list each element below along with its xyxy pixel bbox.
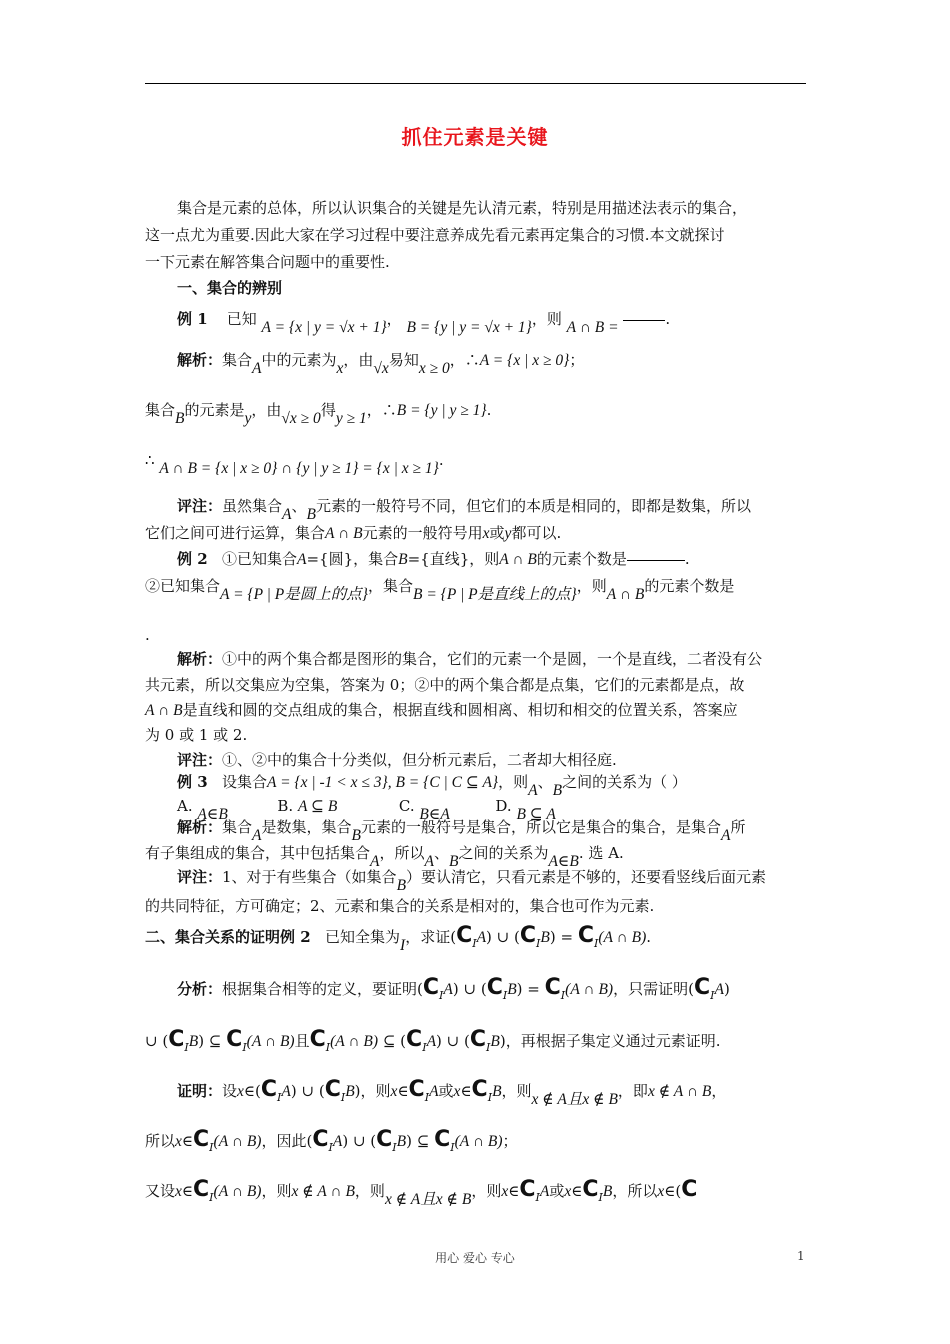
text: 它们之间可进行运算，集合 (145, 524, 326, 542)
text: ，再根据子集定义通过元素证明. (505, 1032, 721, 1050)
text: ，则 (498, 773, 529, 791)
text: ，因此 (261, 1132, 307, 1150)
text: 是数集，集合 (261, 818, 352, 836)
text: 元素的一般符号是集合，所以它是集合的集合，是集合 (360, 818, 721, 836)
math: x (482, 525, 490, 542)
solution-3-line-2 (145, 843, 624, 870)
text: ， (386, 310, 402, 328)
text: ，由 (251, 401, 282, 419)
complement-symbol: C (193, 1127, 210, 1152)
text: 所以 (145, 1132, 176, 1150)
text: ，∴ (449, 351, 480, 369)
example-3 (177, 772, 687, 799)
text: 或 (489, 524, 505, 542)
proof-line-3: 又设$x\in C_I(A$ ∩ B)，则x ∉ A ∩ B，则x ∉ A且x ∉ B，则$x\in C_IA$或$x\in C_IB$，所以x∈(C (145, 1177, 698, 1208)
math: y ≥ 1 (335, 410, 367, 427)
text: 集合 (145, 401, 176, 419)
text: 得 (320, 401, 336, 419)
text: 、 (291, 497, 307, 515)
text: ，则 (261, 1182, 292, 1200)
math: B (552, 782, 563, 799)
text: ①已知集合 (221, 550, 297, 568)
math: A (721, 827, 731, 844)
math: A ⊆ B (297, 798, 338, 815)
math: x ∉ A ∩ B (647, 1083, 712, 1100)
math: I (400, 937, 406, 954)
comment-3-line-1 (177, 867, 767, 894)
solution-1-line-2 (145, 400, 492, 427)
complement-symbol: C (226, 1027, 243, 1052)
header-rule (145, 83, 806, 84)
math-set-b: B = {y | y = √x + 1} (406, 319, 532, 336)
text: 中的元素为 (261, 351, 337, 369)
math: A∈B (548, 853, 579, 870)
text: 的元素个数是 (644, 577, 735, 595)
math: A = {P | P是圆上的点} (220, 586, 368, 603)
intro-line-2: 这一点尤为重要.因此大家在学习过程中要注意养成先看元素再定集合的习惯.本文就探讨 (145, 226, 725, 244)
text: 或 (438, 1082, 454, 1100)
math: A ∩ B (606, 586, 645, 603)
text: 集合 (222, 351, 253, 369)
text: ，∴ (366, 401, 397, 419)
math: A (297, 551, 307, 568)
text: . (438, 451, 444, 469)
example-label: 例 3 (177, 773, 208, 791)
section-heading: 二、集合关系的证明 (145, 928, 281, 946)
text: 1、对于有些集合（如集合 (222, 868, 397, 886)
analysis-line-2: ∪ $(C_IB)$ ⊆ $C_I(A$ ∩ B)且$C_I(A$ ∩ B) ⊆ $(C_IA)$ ∪ $(C_IB)$，再根据子集定义通过元素证明. (145, 1027, 721, 1054)
math: A ∩ B (499, 551, 537, 568)
text: 或 (549, 1182, 565, 1200)
math: A = {x | -1 < x ≤ 3}, B = {C | C ⊆ A} (267, 774, 499, 791)
complement-symbol: C (519, 923, 537, 948)
section-heading-2: 二、集合关系的证明例 2 已知全集为I，求证$(C_IA)$ ∪ $(C_IB) = C_I(A$ ∩ B). (145, 923, 652, 954)
comment-3-line-2: 的共同特征，方可确定；2、元素和集合的关系是相对的，集合也可作为元素. (145, 897, 655, 915)
math: B (306, 506, 316, 523)
complement-symbol: C (376, 1127, 393, 1152)
text: . (665, 310, 671, 328)
text: 之间的关系为 (458, 844, 549, 862)
comment-label: 评注： (177, 868, 223, 886)
text: ，只需证明 (613, 980, 689, 998)
solution-label: 解析： (177, 818, 223, 836)
math: A (252, 360, 262, 377)
text: ）要认清它，只看元素是不够的，还要看竖线后面元素 (406, 868, 767, 886)
math: x ∉ A ∩ B (291, 1183, 355, 1200)
text: ={圆}，集合 (306, 550, 399, 568)
complement-symbol: C (471, 1077, 488, 1102)
example-1 (177, 309, 671, 336)
text: 根据集合相等的定义，要证明 (222, 980, 418, 998)
text: . 选 A. (578, 844, 624, 862)
text: 的元素个数是 (536, 550, 627, 568)
text: ，则 (531, 310, 562, 328)
example-3-options (177, 796, 556, 823)
math: B∈A (419, 806, 450, 823)
text: ①中的两个集合都是图形的集合，它们的元素一个是圆，一个是直线，二者没有公 (222, 650, 763, 668)
text: . (145, 626, 150, 644)
math: A ∩ B (145, 702, 183, 719)
solution-2-line-2: 共元素，所以交集应为空集，答案为 0；②中的两个集合都是点集，它们的元素都是点，故 (145, 676, 745, 694)
text: 都可以. (511, 524, 562, 542)
intro-line-3: 一下元素在解答集合问题中的重要性. (145, 253, 390, 271)
solution-3-line-1 (177, 817, 746, 844)
answer-blank (623, 320, 665, 321)
text: ，则 (576, 577, 607, 595)
text: . (486, 401, 492, 419)
example-2-line-2 (145, 576, 735, 603)
comment-label: 评注： (177, 751, 223, 769)
subscript: I (472, 937, 477, 950)
math: y (244, 410, 252, 427)
option-b (277, 797, 337, 815)
text: ，则 (501, 1082, 532, 1100)
math: B ⊆ A (516, 806, 556, 823)
text: 虽然集合 (222, 497, 283, 515)
complement-symbol: C (456, 923, 473, 948)
text: 又设 (145, 1182, 176, 1200)
math: A = {x | x ≥ 0} (479, 352, 570, 369)
complement-symbol: C (406, 1027, 423, 1052)
text: ，即 (617, 1082, 648, 1100)
text: 的元素是 (184, 401, 245, 419)
complement-symbol: C (544, 975, 561, 1000)
text: ，由 (343, 351, 374, 369)
complement-symbol: C (582, 1177, 599, 1202)
comment-1-line-1 (177, 496, 751, 523)
math: A (252, 827, 262, 844)
text: 之间的关系为（ ） (562, 773, 687, 791)
example-label: 例 2 (280, 928, 311, 946)
complement-symbol: C (681, 1177, 698, 1202)
solution-2-line-3 (145, 700, 738, 721)
complement-symbol: C (577, 923, 594, 948)
text: 、 (433, 844, 449, 862)
text: ； (569, 351, 585, 369)
text: 已知全集为 (325, 928, 401, 946)
option-letter: C. (398, 797, 415, 815)
math: √x ≥ 0 (281, 410, 321, 427)
math: x (336, 360, 344, 377)
solution-label: 解析： (177, 351, 223, 369)
subscript: I (536, 937, 541, 950)
text: ，则 (354, 1182, 385, 1200)
page-title: 抓住元素是关键 (401, 125, 549, 149)
solution-1-line-3 (145, 450, 444, 477)
analysis-label: 分析： (177, 980, 223, 998)
comment-1-line-2 (145, 523, 561, 544)
text: 所 (730, 818, 746, 836)
math-intersection: A ∩ B = (566, 319, 619, 336)
complement-symbol: C (408, 1077, 425, 1102)
option-a (177, 797, 228, 823)
math: y (504, 525, 512, 542)
complement-symbol: C (193, 1177, 210, 1202)
example-2-line-1 (177, 549, 690, 570)
math: B (175, 410, 185, 427)
subscript: I (593, 937, 599, 950)
page-footer: 用心 爱心 专心 (435, 1251, 515, 1265)
math-set-a: A = {x | y = √x + 1} (261, 319, 387, 336)
complement-symbol: C (486, 975, 503, 1000)
section-heading-1: 一、集合的辨别 (177, 279, 283, 297)
option-letter: A. (177, 797, 193, 815)
math: A ∩ B (325, 525, 363, 542)
math: A∈B (197, 806, 228, 823)
math: B (351, 827, 361, 844)
math: A (282, 506, 292, 523)
text: 易知 (388, 351, 419, 369)
math: B (398, 551, 408, 568)
complement-symbol: C (312, 1127, 329, 1152)
complement-symbol: C (434, 1127, 451, 1152)
option-d (495, 797, 556, 823)
solution-label: 解析： (177, 650, 223, 668)
text: 、 (537, 773, 553, 791)
answer-blank (627, 560, 685, 561)
example-2-line-3 (145, 625, 150, 645)
analysis-line-1: 分析：根据集合相等的定义，要证明$(C_IA)$ ∪ $(C_IB) = C_I(A$ ∩ B)，只需证明$(C_IA)$ (177, 975, 730, 1002)
solution-2-line-1 (177, 649, 762, 669)
comment-label: 评注： (177, 497, 223, 515)
text: . (684, 550, 690, 568)
math: B (448, 853, 459, 870)
text: ，则 (471, 1182, 502, 1200)
proof-line-2: 所以$x\in C_I(A$ ∩ B)，因此$(C_IA)$ ∪ $(C_IB)$ ⊆ $C_I(A$ ∩ B)； (145, 1127, 518, 1154)
complement-symbol: C (693, 975, 711, 1000)
text: ； (502, 1132, 518, 1150)
math: A (370, 853, 380, 870)
text: 且 (294, 1032, 310, 1050)
option-c (398, 797, 450, 823)
option-letter: D. (495, 797, 512, 815)
proof-label: 证明： (177, 1082, 223, 1100)
solution-2-line-4: 为 0 或 1 或 2. (145, 726, 248, 744)
complement-symbol: C (168, 1027, 185, 1052)
complement-symbol: C (260, 1077, 278, 1102)
text: ∴ (145, 451, 155, 469)
text: 有子集组成的集合，其中包括集合 (145, 844, 371, 862)
math: x ∉ A且x ∉ B (384, 1191, 472, 1208)
math: B = {y | y ≥ 1} (396, 402, 487, 419)
math: B = {P | P是直线上的点} (413, 586, 577, 603)
text: 设集合 (221, 773, 267, 791)
intro-line-1: 集合是元素的总体，所以认识集合的关键是先认清元素，特别是用描述法表示的集合， (177, 199, 748, 217)
math: B (396, 877, 407, 894)
comment-2 (177, 750, 617, 770)
complement-symbol: C (324, 1077, 341, 1102)
text: 已知 (226, 310, 257, 328)
text: ，求证 (405, 928, 451, 946)
math: x ∉ A且x ∉ B (531, 1091, 618, 1108)
math: A (528, 782, 538, 799)
example-label: 例 2 (177, 550, 208, 568)
complement-symbol: C (469, 1027, 486, 1052)
text: ，集合 (367, 577, 413, 595)
example-label: 例 1 (177, 310, 208, 328)
text: ，则 (360, 1082, 391, 1100)
option-letter: B. (277, 797, 294, 815)
solution-1-line-1 (177, 350, 585, 377)
text: ={直线}，则 (407, 550, 500, 568)
text: ，所以 (379, 844, 425, 862)
page-number: 1 (797, 1249, 805, 1263)
text: 集合 (222, 818, 253, 836)
complement-symbol: C (309, 1027, 326, 1052)
text: 元素的一般符号用 (362, 524, 483, 542)
complement-symbol: C (422, 975, 440, 1000)
complement-symbol: C (519, 1177, 536, 1202)
math: A (424, 853, 434, 870)
proof-line-1: 证明：设$x\in(C_IA)$ ∪ $(C_IB)$，则$x\in C_IA$或$x\in C_IB$，则x ∉ A且x ∉ B，即x ∉ A ∩ B， (177, 1077, 727, 1108)
text: ②已知集合 (145, 577, 221, 595)
text: ，所以 (612, 1182, 658, 1200)
math: x ≥ 0 (418, 360, 450, 377)
text: 元素的一般符号不同，但它们的本质是相同的，即都是数集，所以 (315, 497, 751, 515)
text: ， (711, 1082, 727, 1100)
text: 是直线和圆的交点组成的集合，根据直线和圆相离、相切和相交的位置关系，答案应 (182, 701, 738, 719)
text: 设 (222, 1082, 238, 1100)
text: ①、②中的集合十分类似，但分析元素后，二者却大相径庭. (222, 751, 617, 769)
math: A ∩ B = {x | x ≥ 0} ∩ {y | y ≥ 1} = {x | x ≥ 1} (159, 460, 439, 477)
math: √x (373, 360, 389, 377)
